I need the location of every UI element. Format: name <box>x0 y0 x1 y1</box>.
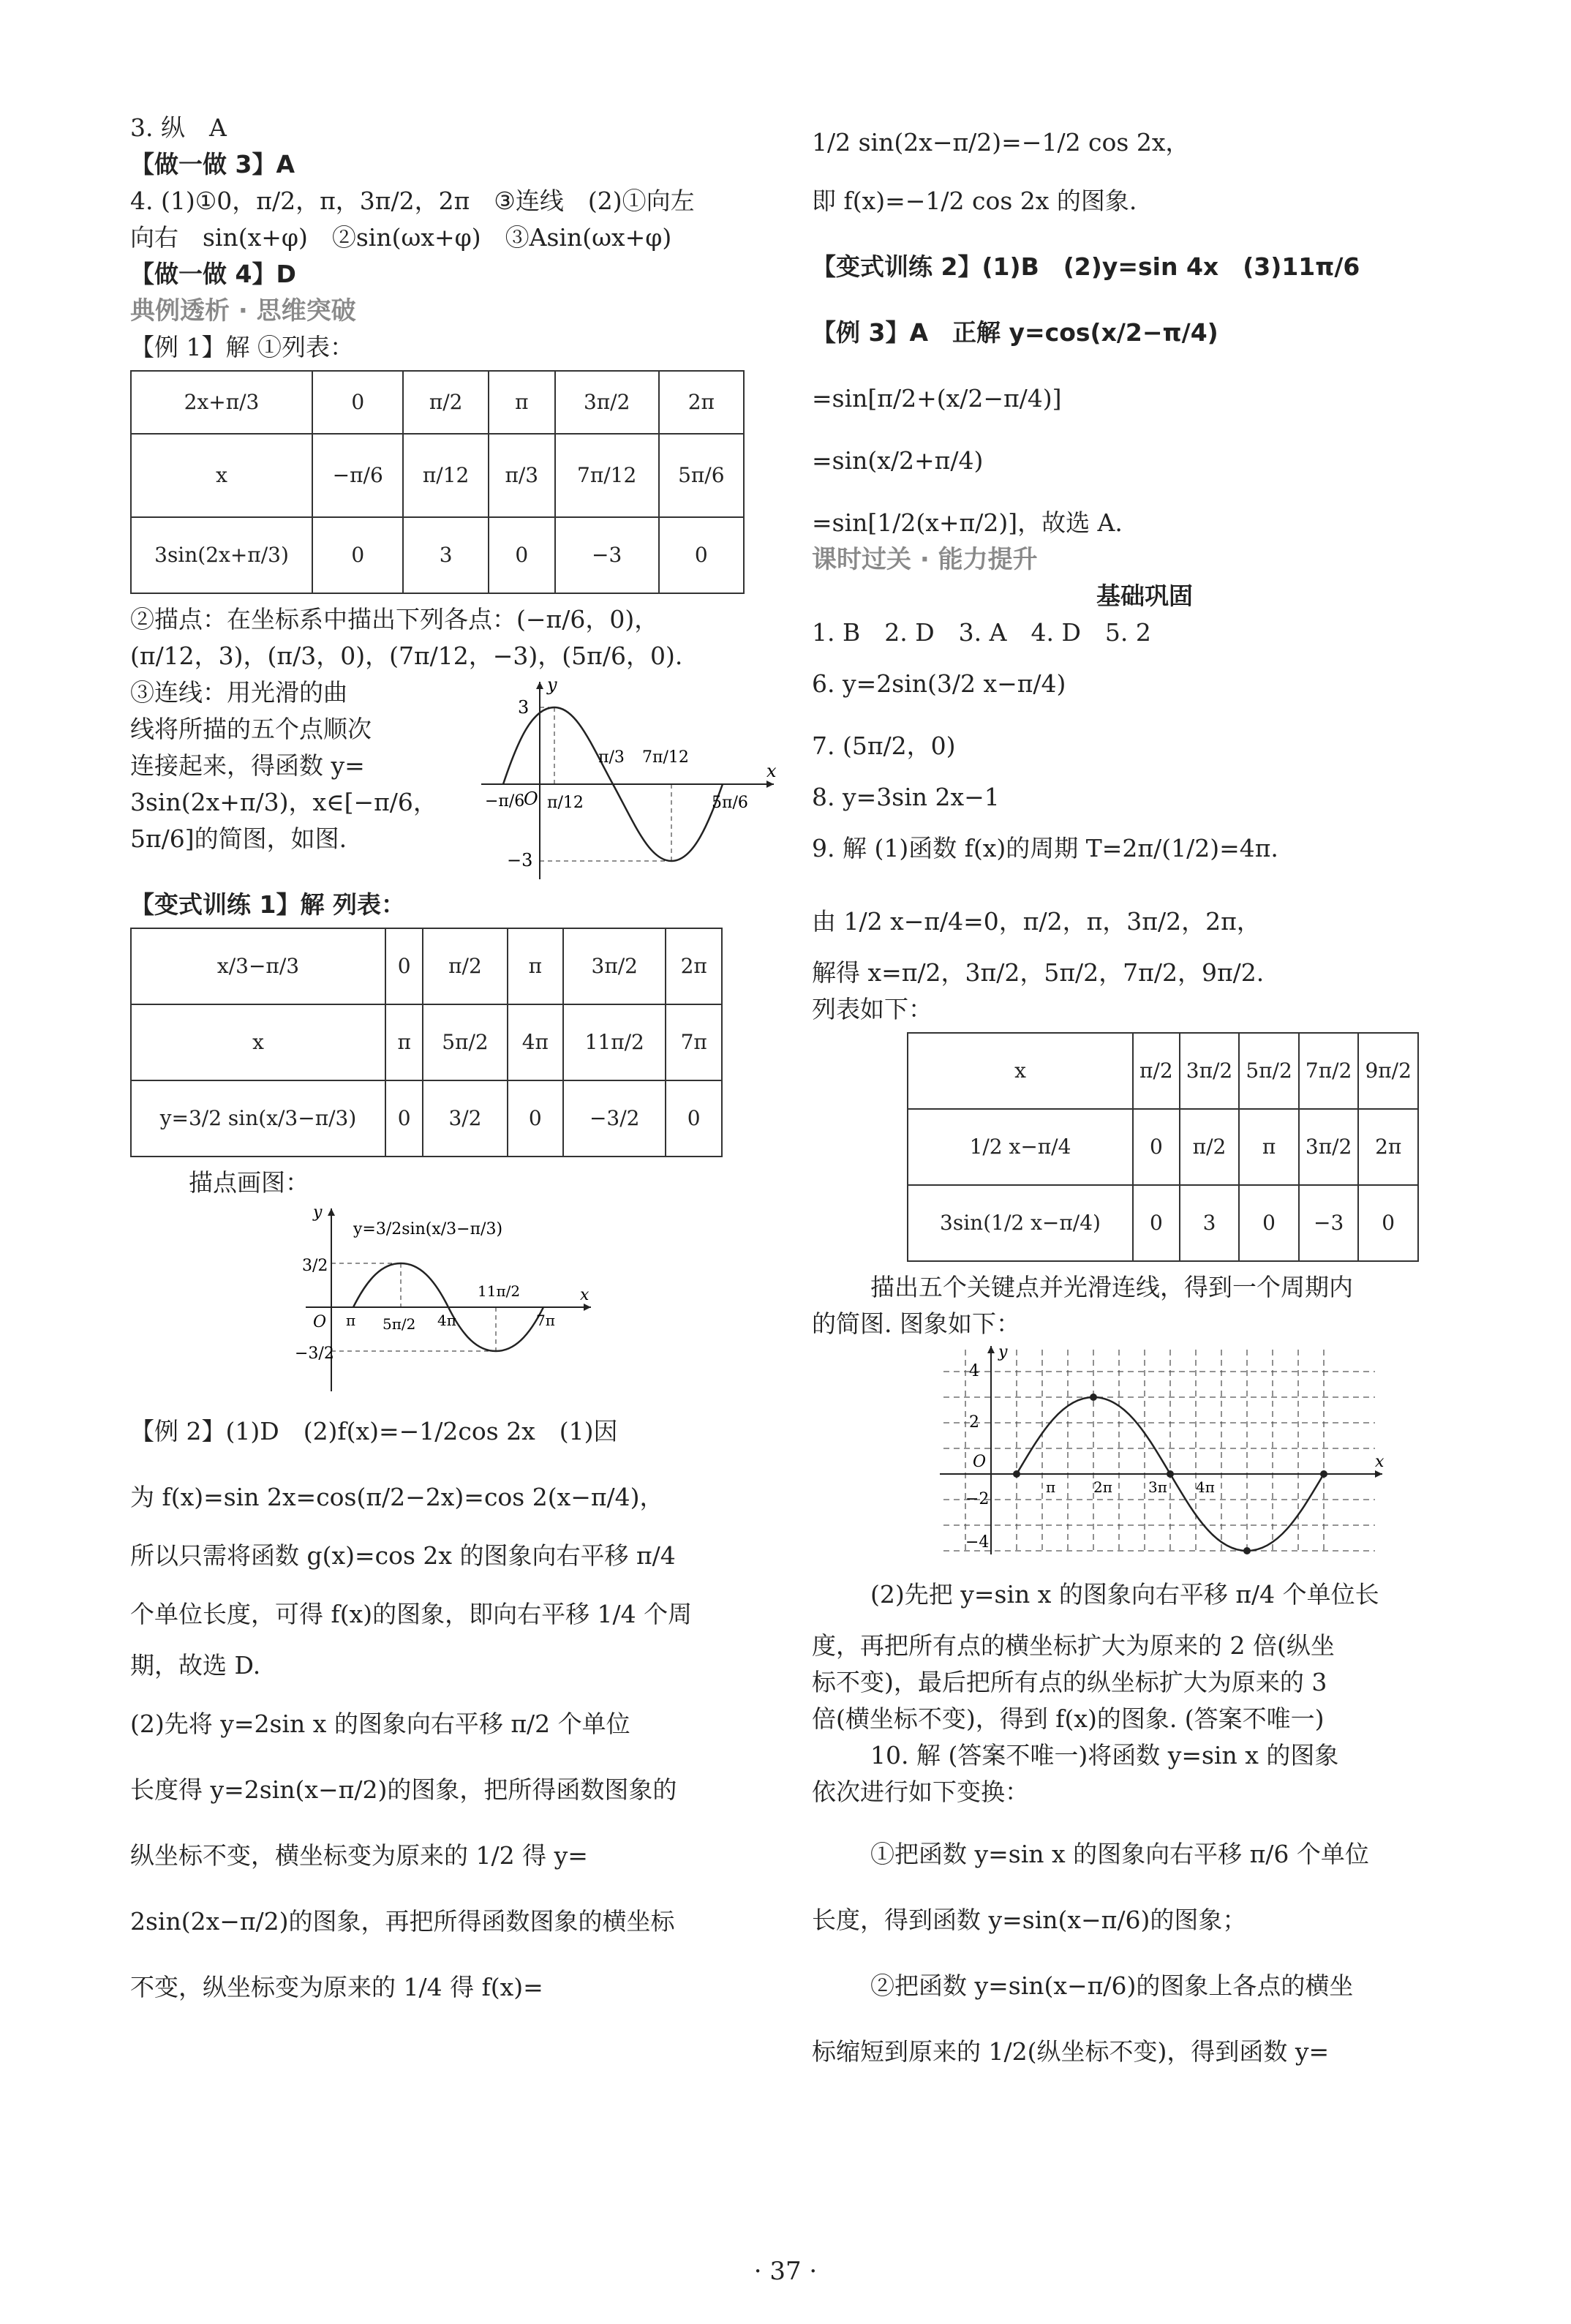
table-cell: 1/2 x−π/4 <box>908 1109 1133 1185</box>
graph-label: 5π/2 <box>383 1315 416 1333</box>
graph-label: y <box>313 1203 323 1222</box>
table-cell: 2π <box>1358 1109 1418 1185</box>
example-1: 【例 1】解 ①列表： <box>130 333 354 361</box>
answer-9-part2-line: 度，再把所有点的横坐标扩大为原来的 2 倍(纵坐 <box>812 1631 1335 1660</box>
step-plot-points: ②描点：在坐标系中描出下列各点：(−π/6，0)， <box>130 605 659 633</box>
graph-label: 2π <box>1093 1478 1112 1496</box>
variant-2: 【变式训练 2】(1)B (2)y=sin 4x (3)11π/6 <box>812 252 1360 281</box>
answers-1-5: 1. B 2. D 3. A 4. D 5. 2 <box>812 618 1151 647</box>
step-connect-3: 连接起来，得函数 y= <box>130 751 365 780</box>
table-row <box>131 1004 722 1080</box>
left-column <box>130 110 788 2006</box>
table-cell: x/3−π/3 <box>131 928 385 1004</box>
table-cell: π/2 <box>1133 1033 1180 1109</box>
graph-label: x <box>766 761 777 781</box>
graph-label: −π/6 <box>485 792 525 811</box>
example-2: 【例 2】(1)D (2)f(x)=−1/2cos 2x (1)因 <box>130 1417 618 1445</box>
graph-label: 11π/2 <box>478 1282 521 1300</box>
step-connect: ③连线：用光滑的曲 <box>130 678 347 707</box>
table-cell: 3π/2 <box>555 371 659 434</box>
example-2-line: 所以只需将函数 g(x)=cos 2x 的图象向右平移 π/4 <box>130 1541 676 1570</box>
step-connect-4: 3sin(2x+π/3)，x∈[−π/6， <box>130 788 437 816</box>
table-cell: π/2 <box>423 928 507 1004</box>
table-cell: 0 <box>1239 1185 1299 1261</box>
answer-3: 3. 纵 A <box>130 113 227 142</box>
table-cell: 4π <box>508 1004 564 1080</box>
answer-4-cont: 向右 sin(x+φ) ②sin(ωx+φ) ③Asin(ωx+φ) <box>130 223 672 252</box>
graph-label: x <box>1375 1453 1384 1471</box>
page-number: · 37 · <box>753 2257 818 2286</box>
graph-label: 3 <box>518 697 530 718</box>
table-cell: 3/2 <box>423 1080 507 1157</box>
table-cell: 3sin(1/2 x−π/4) <box>908 1185 1133 1261</box>
table-cell: 11π/2 <box>563 1004 666 1080</box>
answer-6: 6. y=2sin(3/2 x−π/4) <box>812 669 1066 698</box>
answer-10-line: ②把函数 y=sin(x−π/6)的图象上各点的横坐 <box>870 1971 1354 2000</box>
example-2-line: 纵坐标不变，横坐标变为原来的 1/2 得 y= <box>130 1841 588 1870</box>
answer-9-line: 描出五个关键点并光滑连线，得到一个周期内 <box>870 1273 1353 1301</box>
table-row <box>908 1033 1418 1109</box>
table-3 <box>907 1032 1419 1262</box>
step-plot-points-cont: (π/12，3)，(π/3，0)，(7π/12，−3)，(5π/6，0). <box>130 642 683 670</box>
step-connect-2: 线将所描的五个点顺次 <box>130 715 372 743</box>
graph-label: −3 <box>507 850 533 870</box>
graph-label: x <box>580 1286 589 1304</box>
text-line: 即 f(x)=−1/2 cos 2x 的图象. <box>812 187 1137 215</box>
table-cell: −3 <box>1299 1185 1359 1261</box>
table-cell: 0 <box>385 1080 423 1157</box>
table-cell: x <box>131 1004 385 1080</box>
table-cell: −π/6 <box>312 434 403 517</box>
answer-10: 10. 解 (答案不唯一)将函数 y=sin x 的图象 <box>870 1741 1339 1770</box>
table-cell: 7π <box>666 1004 722 1080</box>
answer-4: 4. (1)①0，π/2，π，3π/2，2π ③连线 (2)①向左 <box>130 187 695 215</box>
table-cell: 3sin(2x+π/3) <box>131 517 312 593</box>
right-column <box>812 110 1477 2070</box>
table-cell: 0 <box>312 371 403 434</box>
table-cell: 3π/2 <box>1299 1109 1359 1185</box>
table-cell: π <box>385 1004 423 1080</box>
table-row <box>908 1109 1418 1185</box>
text-line: 1/2 sin(2x−π/2)=−1/2 cos 2x， <box>812 128 1190 157</box>
example-2-line: 个单位长度，可得 f(x)的图象，即向右平移 1/4 个周 <box>130 1600 693 1628</box>
graph-label: π/12 <box>547 794 584 812</box>
table-row <box>131 928 722 1004</box>
table-cell: 3 <box>1180 1185 1240 1261</box>
example-2-line: 不变，纵坐标变为原来的 1/4 得 f(x)= <box>130 1973 543 2001</box>
answer-7: 7. (5π/2，0) <box>812 732 956 760</box>
answer-9-line: 的简图. 图象如下： <box>812 1309 1020 1338</box>
graph-label: −3/2 <box>295 1345 334 1363</box>
table-cell: y=3/2 sin(x/3−π/3) <box>131 1080 385 1157</box>
graph-label: O <box>524 789 538 809</box>
graph-label: −2 <box>965 1490 990 1508</box>
table-row <box>131 1080 722 1157</box>
table-2 <box>130 928 723 1157</box>
graph-label: 4π <box>1196 1478 1215 1496</box>
try-3: 【做一做 3】A <box>130 150 295 178</box>
table-cell: −3/2 <box>563 1080 666 1157</box>
try-4: 【做一做 4】D <box>130 260 296 288</box>
answer-10-line: 依次进行如下变换： <box>812 1778 1029 1806</box>
table-cell: 0 <box>1133 1185 1180 1261</box>
table-cell: π <box>508 928 564 1004</box>
text-line: =sin[π/2+(x/2−π/4)] <box>812 384 1062 413</box>
answer-9: 9. 解 (1)函数 f(x)的周期 T=2π/(1/2)=4π. <box>812 834 1278 862</box>
graph-label: O <box>313 1313 327 1331</box>
table-cell: π/2 <box>1180 1109 1240 1185</box>
graph-label: 4π <box>437 1312 456 1329</box>
table-1 <box>130 370 745 594</box>
variant-1: 【变式训练 1】解 列表： <box>130 890 405 919</box>
sub-heading: 基础巩固 <box>1096 582 1193 610</box>
graph-label: y=3/2sin(x/3−π/3) <box>353 1220 503 1238</box>
graph-example-1 <box>474 674 781 887</box>
example-2-line: 长度得 y=2sin(x−π/2)的图象，把所得函数图象的 <box>130 1775 677 1804</box>
table-cell: 9π/2 <box>1358 1033 1418 1109</box>
table-cell: 0 <box>385 928 423 1004</box>
step-connect-5: 5π/6]的简图，如图. <box>130 824 347 853</box>
table-cell: 3π/2 <box>563 928 666 1004</box>
table-cell: 0 <box>312 517 403 593</box>
answer-9-part2-line: 标不变)，最后把所有点的纵坐标扩大为原来的 3 <box>812 1668 1327 1696</box>
graph-answer-9 <box>936 1342 1390 1554</box>
answer-9-line: 由 1/2 x−π/4=0，π/2，π，3π/2，2π， <box>812 907 1261 936</box>
table-cell: 0 <box>1358 1185 1418 1261</box>
table-cell: π <box>1239 1109 1299 1185</box>
table-cell: 0 <box>1133 1109 1180 1185</box>
table-cell: −3 <box>555 517 659 593</box>
example-2-line: 为 f(x)=sin 2x=cos(π/2−2x)=cos 2(x−π/4)， <box>130 1483 664 1511</box>
graph-label: 4 <box>969 1362 979 1380</box>
example-3: 【例 3】A 正解 y=cos(x/2−π/4) <box>812 318 1218 347</box>
answer-8: 8. y=3sin 2x−1 <box>812 783 1000 811</box>
graph-label: 3/2 <box>302 1257 328 1275</box>
graph-label: 7π/12 <box>642 748 689 767</box>
table-cell: 5π/2 <box>423 1004 507 1080</box>
answer-10-line: 标缩短到原来的 1/2(纵坐标不变)，得到函数 y= <box>812 2037 1330 2066</box>
section-heading-2: 课时过关 · 能力提升 <box>812 545 1038 574</box>
table-cell: π/2 <box>403 371 488 434</box>
table-cell: 3π/2 <box>1180 1033 1240 1109</box>
graph-label: π/3 <box>598 748 625 767</box>
example-2-line: 2sin(2x−π/2)的图象，再把所得函数图象的横坐标 <box>130 1907 675 1936</box>
text-line: =sin(x/2+π/4) <box>812 446 984 475</box>
graph-label: 3π <box>1148 1478 1167 1496</box>
section-heading-1: 典例透析 · 思维突破 <box>130 296 356 326</box>
table-cell: 2x+π/3 <box>131 371 312 434</box>
answer-10-line: 长度，得到函数 y=sin(x−π/6)的图象； <box>812 1906 1247 1934</box>
graph-label: y <box>547 674 557 695</box>
table-cell: 7π/2 <box>1299 1033 1359 1109</box>
graph-label: π <box>1046 1478 1056 1496</box>
graph-label: 5π/6 <box>712 794 748 812</box>
text-line: =sin[1/2(x+π/2)]，故选 A. <box>812 508 1123 537</box>
graph-label: −4 <box>965 1533 990 1552</box>
answer-9-line: 列表如下： <box>812 995 933 1023</box>
graph-label: π <box>346 1312 356 1329</box>
table-cell: 5π/2 <box>1239 1033 1299 1109</box>
table-row <box>908 1185 1418 1261</box>
answer-9-part2: (2)先把 y=sin x 的图象向右平移 π/4 个单位长 <box>870 1580 1379 1609</box>
example-2-line: 期，故选 D. <box>130 1651 261 1680</box>
answer-9-part2-line: 倍(横坐标不变)，得到 f(x)的图象. (答案不唯一) <box>812 1704 1325 1733</box>
table-cell: 0 <box>489 517 555 593</box>
table-cell: 2π <box>659 371 744 434</box>
table-row <box>131 517 744 593</box>
table-cell: π <box>489 371 555 434</box>
graph-variant-1 <box>291 1201 598 1399</box>
table-cell: π/3 <box>489 434 555 517</box>
table-cell: 2π <box>666 928 722 1004</box>
table-cell: 3 <box>403 517 488 593</box>
answer-9-line: 解得 x=π/2，3π/2，5π/2，7π/2，9π/2. <box>812 958 1265 987</box>
plot-instruction: 描点画图： <box>189 1168 309 1197</box>
table-cell: x <box>908 1033 1133 1109</box>
graph-label: O <box>973 1453 987 1471</box>
table-row <box>131 434 744 517</box>
graph-label: 7π <box>536 1312 555 1329</box>
graph-label: 2 <box>969 1413 979 1432</box>
table-row <box>131 371 744 434</box>
table-cell: 0 <box>508 1080 564 1157</box>
table-cell: 5π/6 <box>659 434 744 517</box>
graph-label: y <box>998 1343 1008 1361</box>
example-2-line: (2)先将 y=2sin x 的图象向右平移 π/2 个单位 <box>130 1710 630 1738</box>
table-cell: 7π/12 <box>555 434 659 517</box>
answer-10-line: ①把函数 y=sin x 的图象向右平移 π/6 个单位 <box>870 1840 1369 1868</box>
table-cell: 0 <box>659 517 744 593</box>
table-cell: π/12 <box>403 434 488 517</box>
table-cell: x <box>131 434 312 517</box>
table-cell: 0 <box>666 1080 722 1157</box>
